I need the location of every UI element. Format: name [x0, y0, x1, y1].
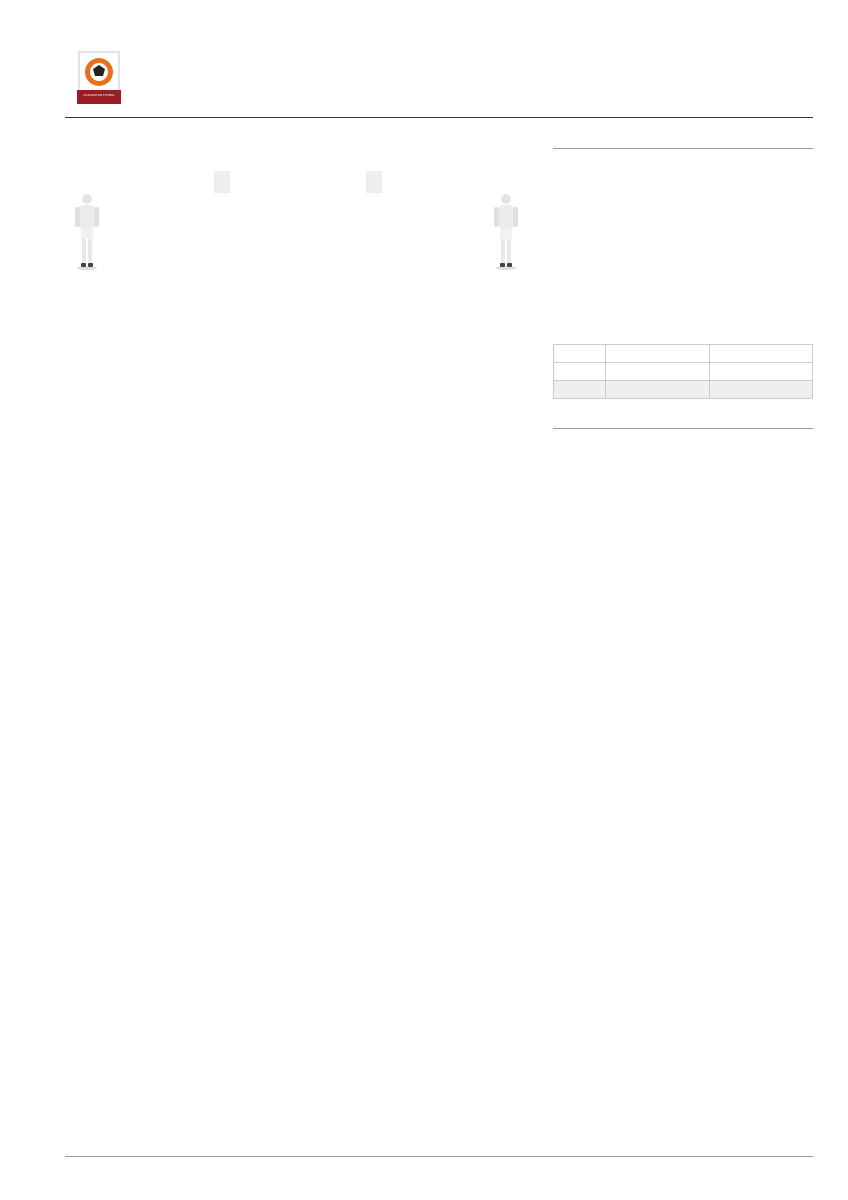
- legend-divider: [553, 428, 813, 429]
- home-player-silhouette: [72, 192, 102, 270]
- home-score: [214, 171, 230, 193]
- officials-divider: [553, 148, 813, 149]
- report-header: [0, 0, 848, 120]
- time-ht: [709, 381, 813, 399]
- header-divider: [65, 117, 813, 118]
- svg-text:QAZAQSTAN FUTBOL: QAZAQSTAN FUTBOL: [83, 93, 115, 97]
- away-score: [366, 171, 382, 193]
- time-table: [553, 344, 813, 399]
- time-range: [606, 381, 710, 399]
- league-logo: [76, 50, 122, 106]
- time-col-range: [606, 345, 710, 363]
- time-period: [554, 381, 606, 399]
- time-period: [554, 363, 606, 381]
- time-range: [606, 363, 710, 381]
- time-ht: [709, 363, 813, 381]
- footer-divider: [65, 1156, 813, 1157]
- away-player-silhouette: [491, 192, 521, 270]
- time-col-ht: [709, 345, 813, 363]
